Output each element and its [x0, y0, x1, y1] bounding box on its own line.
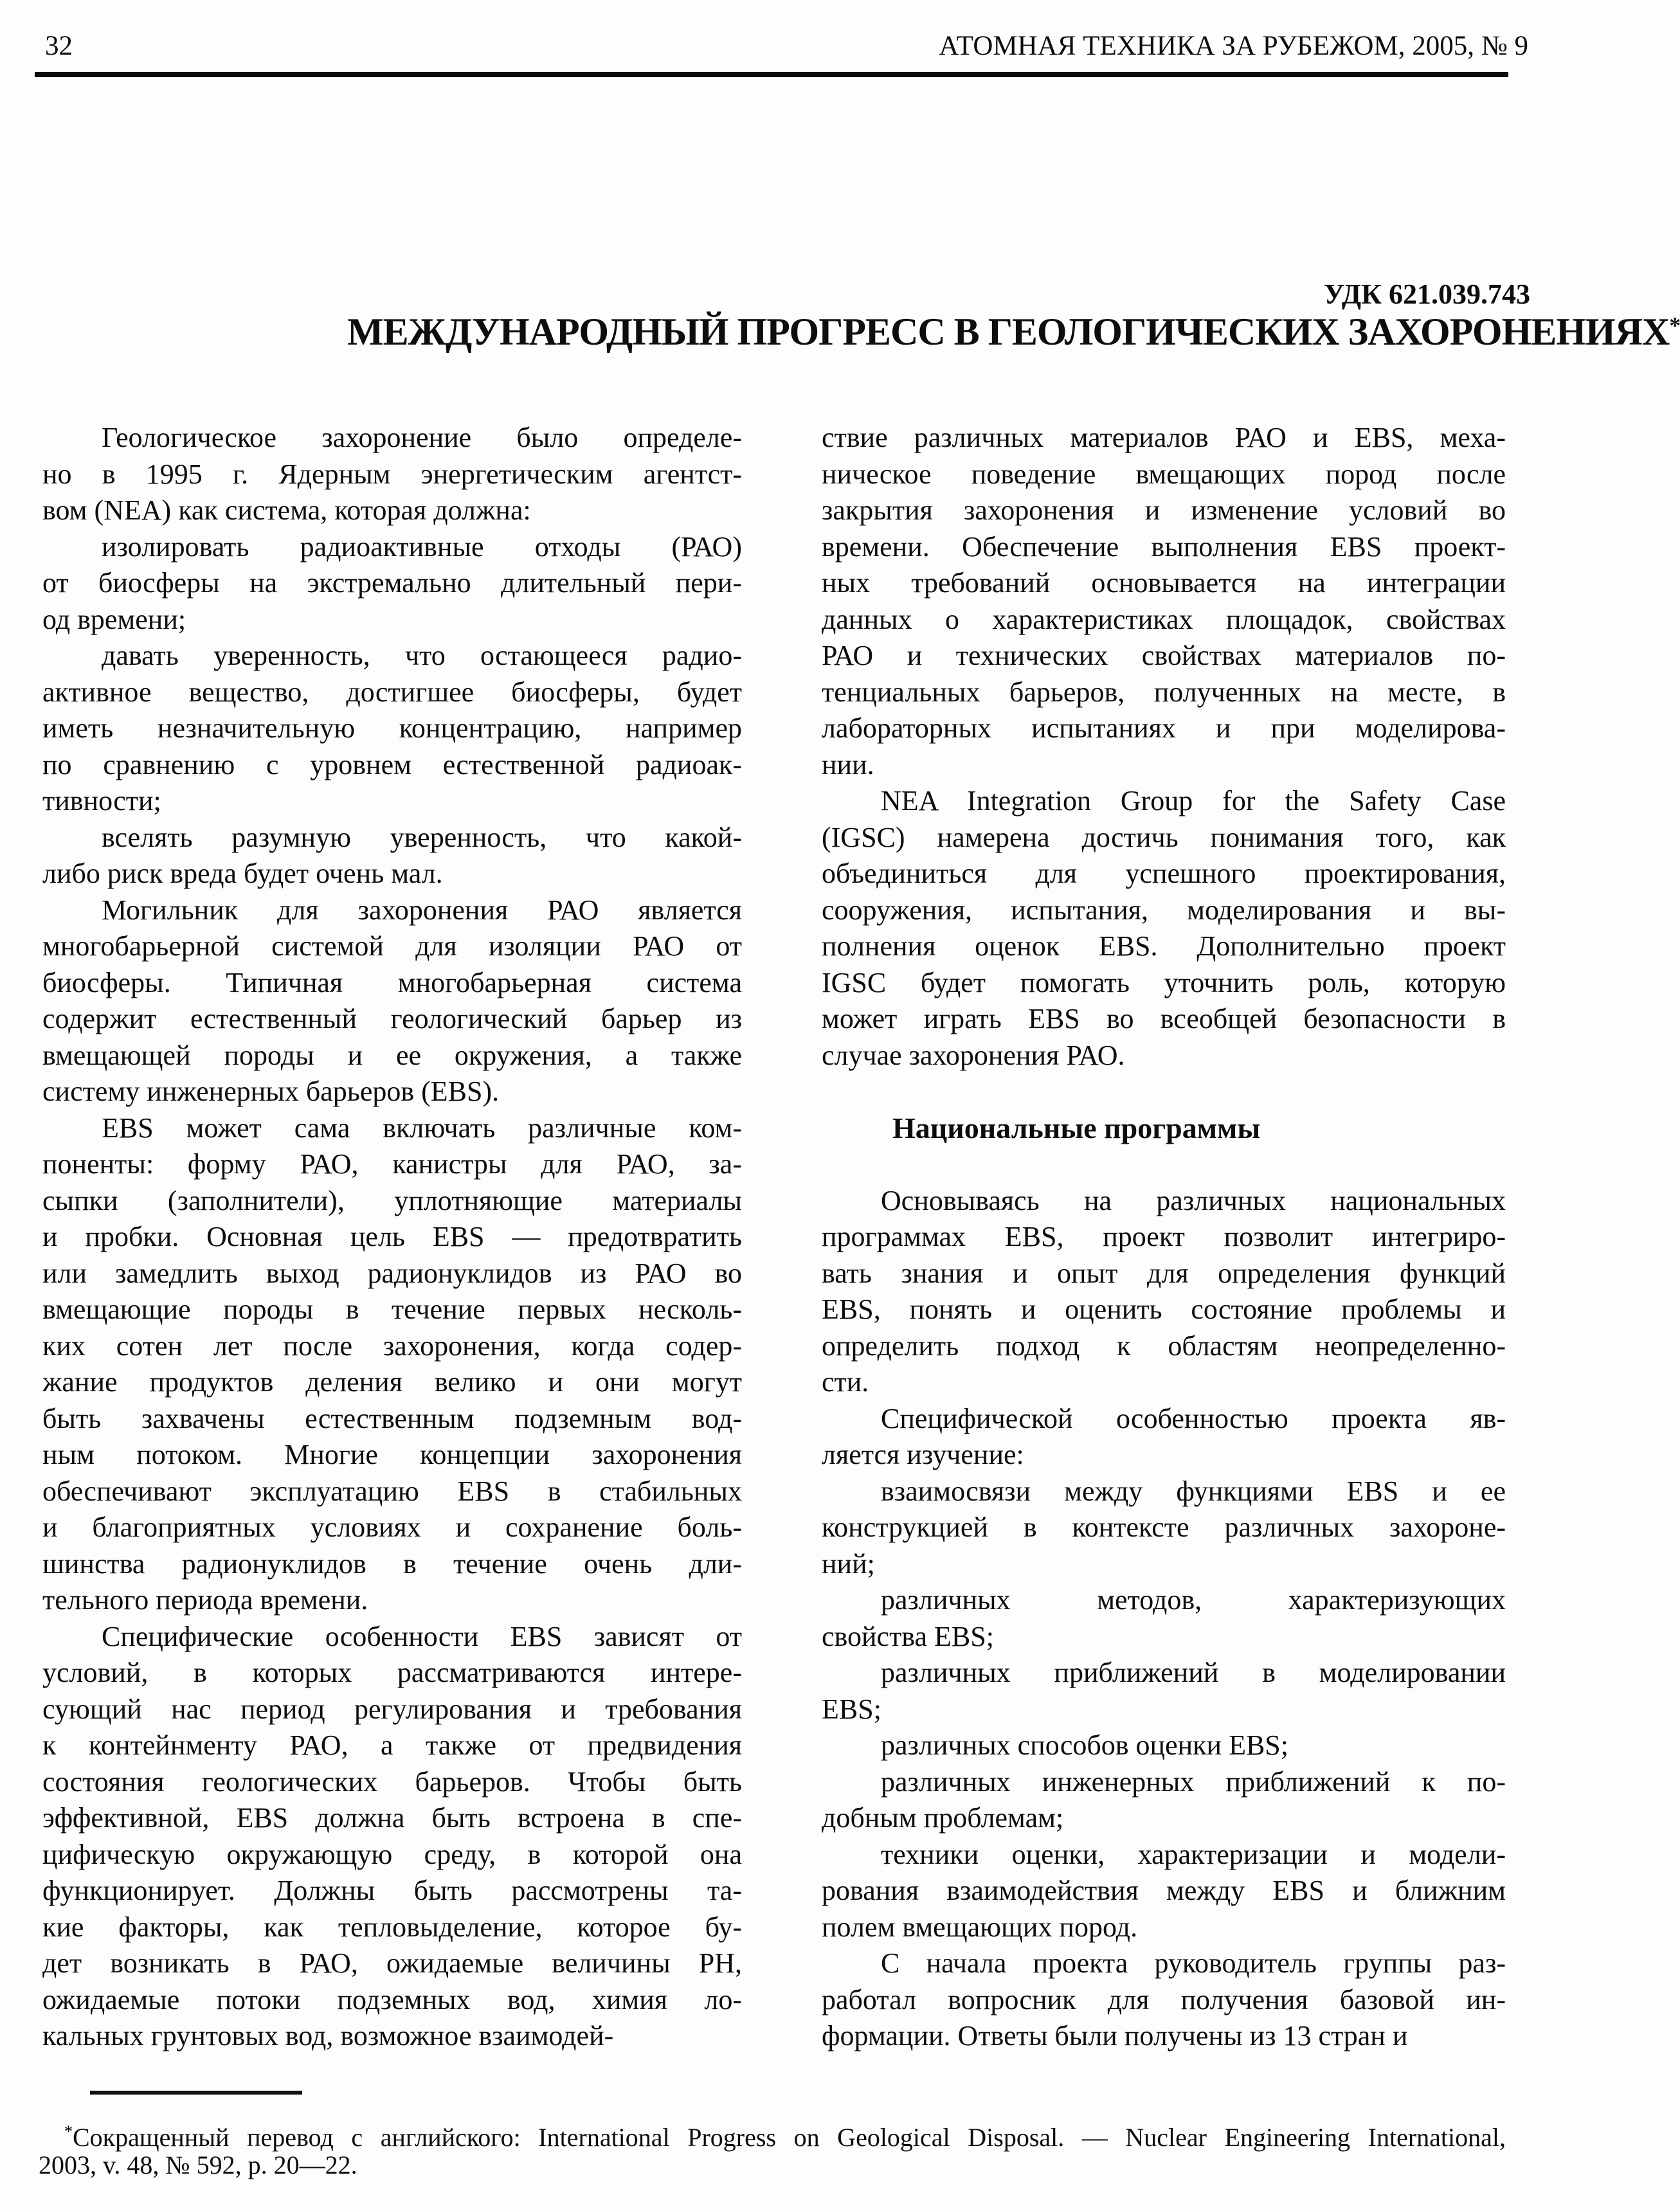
footnote-rule	[90, 2091, 302, 2095]
text-line: шинства радионуклидов в течение очень дли-	[42, 1547, 742, 1580]
text-line: цифическую окружающую среду, в которой она	[42, 1838, 742, 1870]
text-line: кальных грунтовых вод, возможное взаимодей-	[42, 2020, 614, 2051]
text-line: Специфические особенности EBS зависят от	[102, 1620, 742, 1652]
text-line: ническое поведение вмещающих пород после	[822, 458, 1506, 490]
text-line: Геологическое захоронение было определе-	[102, 422, 742, 453]
text-line: жание продуктов деления велико и они могут	[42, 1366, 742, 1398]
text-line: ожидаемые потоки подземных вод, химия ло-	[42, 1983, 742, 2015]
text-line: вмещающие породы в течение первых несколь-	[42, 1294, 742, 1325]
text-line: работал вопросник для получения базовой ин-	[822, 1983, 1506, 2015]
udc-code: УДК 621.039.743	[1323, 278, 1530, 310]
text-line: систему инженерных барьеров (EBS).	[42, 1076, 500, 1107]
text-line: от биосферы на экстремально длительный пери-	[42, 567, 742, 599]
text-line: ным потоком. Многие концепции захоронения	[42, 1439, 742, 1470]
text-line: лабораторных испытаниях и при моделирова-	[822, 712, 1506, 744]
text-line: ких сотен лет после захоронения, когда содер-	[42, 1330, 742, 1362]
text-line: (IGSC) намерена достичь понимания того, как	[822, 821, 1506, 853]
text-line: поненты: форму РАО, канистры для РАО, за-	[42, 1148, 742, 1180]
text-line: формации. Ответы были получены из 13 стран и	[822, 2020, 1408, 2051]
article-title	[347, 312, 1680, 351]
text-line: тельного периода времени.	[42, 1584, 368, 1616]
text-line: быть захвачены естественным подземным вод-	[42, 1402, 742, 1434]
text-line: дет возникать в РАО, ожидаемые величины PH,	[42, 1947, 742, 1979]
text-line: давать уверенность, что остающееся радио-	[102, 640, 742, 671]
text-line: нии.	[822, 748, 874, 780]
text-line: IGSC будет помогать уточнить роль, которую	[822, 966, 1506, 998]
text-line: вмещающей породы и ее окружения, а также	[42, 1039, 742, 1071]
text-column-left	[42, 420, 742, 2055]
text-line: биосферы. Типичная многобарьерная система	[42, 966, 742, 998]
text-line: определить подход к областям неопределенно-	[822, 1330, 1506, 1362]
text-line: ний;	[822, 1547, 875, 1580]
text-line: и благоприятных условиях и сохранение боль-	[42, 1511, 742, 1543]
text-line: С начала проекта руководитель группы раз-	[881, 1947, 1506, 1979]
text-line: ствие различных материалов РАО и EBS, меха-	[822, 422, 1506, 453]
article-title-text: МЕЖДУНАРОДНЫЙ ПРОГРЕСС В ГЕОЛОГИЧЕСКИХ ЗАХОРОНЕНИЯХ	[347, 311, 1670, 353]
text-line: данных о характеристиках площадок, свойствах	[822, 603, 1506, 635]
text-line: эффективной, EBS должна быть встроена в спе-	[42, 1802, 742, 1834]
text-line: тивности;	[42, 785, 161, 816]
text-line: сыпки (заполнители), уплотняющие материалы	[42, 1184, 742, 1216]
text-line: вом (NEA) как система, которая должна:	[42, 494, 531, 526]
text-line: по сравнению с уровнем естественной радиоак-	[42, 748, 742, 780]
text-line: свойства EBS;	[822, 1620, 994, 1652]
text-line: взаимосвязи между функциями EBS и ее	[881, 1475, 1506, 1507]
text-column-right	[822, 420, 1506, 2055]
text-line: конструкцией в контексте различных захороне-	[822, 1511, 1506, 1543]
page-number: 32	[45, 31, 73, 61]
text-line: различных приближений в моделировании	[881, 1657, 1506, 1688]
text-line: функционирует. Должны быть рассмотрены та-	[42, 1875, 742, 1906]
text-line: условий, в которых рассматриваются интере-	[42, 1657, 742, 1688]
text-line: техники оценки, характеризации и модели-	[881, 1838, 1506, 1870]
text-line: EBS;	[822, 1693, 881, 1725]
text-line: Основываясь на различных национальных	[881, 1184, 1506, 1216]
footnote-mark: *	[64, 2122, 73, 2141]
text-line: и пробки. Основная цель EBS — предотвратить	[42, 1221, 742, 1252]
text-line: состояния геологических барьеров. Чтобы быть	[42, 1765, 742, 1798]
text-line: EBS, понять и оценить состояние проблемы и	[822, 1294, 1506, 1325]
section-heading: Национальные программы	[892, 1111, 1261, 1144]
text-line: объединиться для успешного проектирования,	[822, 858, 1506, 889]
text-line: РАО и технических свойствах материалов по-	[822, 640, 1506, 671]
text-line: изолировать радиоактивные отходы (РАО)	[102, 530, 742, 563]
header-rule	[35, 72, 1508, 77]
text-line: содержит естественный геологический барьер из	[42, 1003, 742, 1034]
text-line: вать знания и опыт для определения функций	[822, 1257, 1506, 1289]
title-footnote-mark: *	[1669, 312, 1680, 338]
text-line: сооружения, испытания, моделирования и вы-	[822, 894, 1506, 926]
text-line: программах EBS, проект позволит интегриро-	[822, 1221, 1506, 1252]
text-line: EBS может сама включать различные ком-	[102, 1112, 742, 1144]
text-line: либо риск вреда будет очень мал.	[42, 858, 443, 889]
text-line: полнения оценок EBS. Дополнительно проект	[822, 930, 1506, 962]
text-line: ляется изучение:	[822, 1439, 1024, 1470]
footnote-line: 2003, v. 48, № 592, p. 20—22.	[39, 2150, 357, 2179]
text-line: полем вмещающих пород.	[822, 1911, 1138, 1943]
text-line: случае захоронения РАО.	[822, 1039, 1125, 1071]
text-line: Могильник для захоронения РАО является	[102, 894, 742, 926]
text-line: добным проблемам;	[822, 1802, 1064, 1834]
text-line: тенциальных барьеров, полученных на месте, в	[822, 676, 1506, 708]
text-line: ных требований основывается на интеграции	[822, 567, 1506, 599]
journal-running-head: АТОМНАЯ ТЕХНИКА ЗА РУБЕЖОМ, 2005, № 9	[939, 31, 1528, 61]
footnote	[39, 2115, 1506, 2182]
text-line: кие факторы, как тепловыделение, которое бу-	[42, 1911, 742, 1943]
text-line: иметь незначительную концентрацию, например	[42, 712, 742, 744]
text-line: закрытия захоронения и изменение условий во	[822, 494, 1506, 526]
text-line: од времени;	[42, 603, 186, 635]
text-line: времени. Обеспечение выполнения EBS проект-	[822, 530, 1506, 563]
text-line: NEA Integration Group for the Safety Case	[881, 785, 1506, 816]
text-line: различных способов оценки EBS;	[881, 1729, 1288, 1761]
text-line: вселять разумную уверенность, что какой-	[102, 821, 742, 853]
text-line: активное вещество, достигшее биосферы, будет	[42, 676, 742, 708]
text-line: различных инженерных приближений к по-	[881, 1765, 1506, 1798]
text-line: обеспечивают эксплуатацию EBS в стабильных	[42, 1475, 742, 1507]
text-line: сующий нас период регулирования и требования	[42, 1693, 742, 1725]
text-line: но в 1995 г. Ядерным энергетическим агентст-	[42, 458, 742, 490]
text-line: или замедлить выход радионуклидов из РАО во	[42, 1257, 742, 1289]
text-line: рования взаимодействия между EBS и ближним	[822, 1875, 1506, 1906]
footnote-line: *Сокращенный перевод с английского: International Progress on Geological Disposal. — Nuclear Engineering International,	[64, 2122, 1506, 2152]
text-line: сти.	[822, 1366, 869, 1398]
text-line: различных методов, характеризующих	[881, 1584, 1506, 1616]
text-line: к контейнменту РАО, а также от предвидения	[42, 1729, 742, 1761]
text-line: может играть EBS во всеобщей безопасности в	[822, 1003, 1506, 1034]
text-line: Специфической особенностью проекта яв-	[881, 1402, 1506, 1434]
text-line: многобарьерной системой для изоляции РАО от	[42, 930, 742, 962]
